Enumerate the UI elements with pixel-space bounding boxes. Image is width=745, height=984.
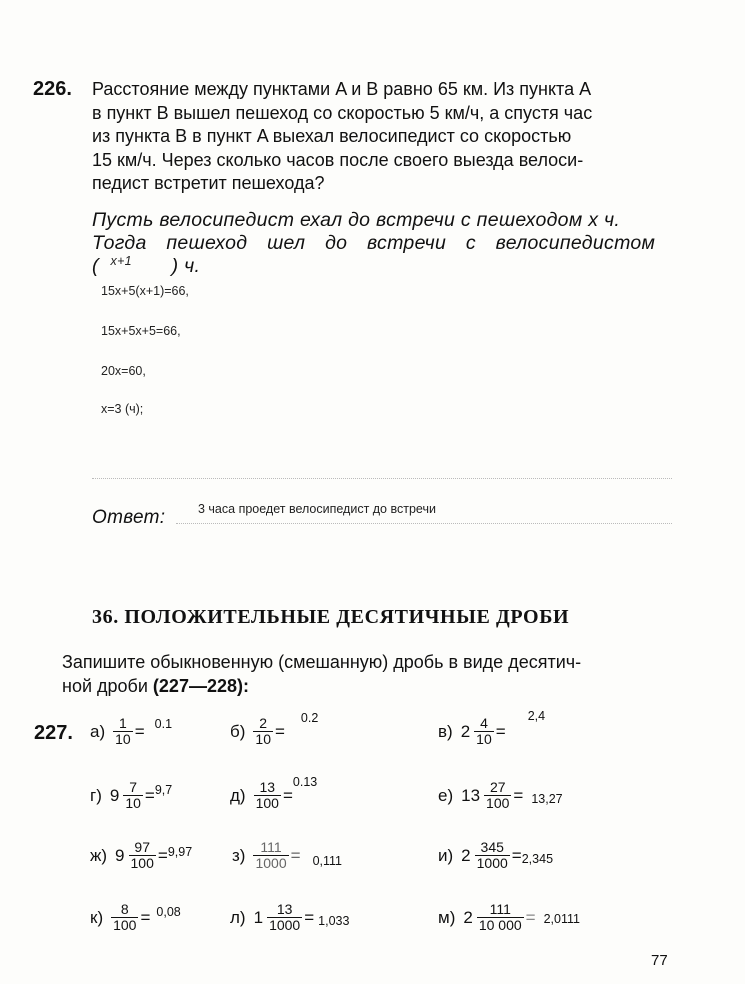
handwritten-answer: 9,97 [167, 844, 193, 859]
fraction [477, 902, 524, 933]
item-label: л) [230, 907, 246, 927]
task-227-number: 227. [34, 722, 73, 744]
item-e [438, 780, 563, 811]
item-label: е) [438, 785, 454, 805]
equals-sign: = [495, 721, 506, 741]
equals-sign: = [140, 907, 151, 927]
handwritten-answer: 2,0111 [543, 911, 580, 926]
item-label: з) [232, 845, 246, 865]
denominator: 10 [115, 731, 131, 747]
fraction [111, 902, 138, 933]
item-zh [90, 840, 192, 871]
work-line-4: x=3 (ч); [101, 402, 144, 416]
hint-line-1: Пусть велосипедист ехал до встречи с пешеходом x ч. [92, 209, 621, 231]
whole-part: 9 [109, 785, 120, 805]
fraction [253, 716, 273, 747]
instruction-line-1: Запишите обыкновенную (смешанную) дробь в виде десятич- [62, 652, 582, 672]
denominator: 10 000 [478, 917, 522, 933]
fraction [123, 780, 143, 811]
denominator: 1000 [255, 855, 287, 871]
denominator: 100 [255, 795, 279, 811]
item-g [90, 780, 172, 811]
answer-label: Ответ: [92, 507, 166, 528]
item-d [230, 774, 318, 811]
numerator: 345 [480, 839, 504, 855]
item-label: м) [438, 907, 456, 927]
item-label: в) [438, 721, 453, 741]
denominator: 100 [130, 855, 154, 871]
numerator: 7 [129, 779, 138, 795]
handwritten-answer: 1,033 [318, 913, 350, 928]
answer-dotted-line [176, 523, 672, 525]
handwritten-answer: 0,08 [156, 904, 181, 919]
task-226-line-2: в пункт B вышел пешеход со скоростью 5 км/ч, а спустя час [92, 102, 593, 123]
handwritten-answer: 2,345 [521, 851, 554, 866]
handwritten-answer: 0.1 [154, 716, 173, 731]
denominator: 10 [255, 731, 271, 747]
page-number: 77 [651, 952, 668, 969]
equals-sign: = [134, 721, 145, 741]
fraction [474, 716, 494, 747]
whole-part: 2 [460, 721, 471, 741]
numerator: 2 [259, 715, 268, 731]
task-226-line-5: педист встретит пешехода? [92, 173, 325, 193]
numerator: 13 [276, 901, 293, 917]
numerator: 111 [489, 901, 511, 917]
whole-part: 2 [463, 907, 473, 927]
denominator: 1000 [269, 917, 301, 933]
item-k [90, 902, 181, 933]
numerator: 13 [259, 779, 276, 795]
task-226-line-1: Расстояние между пунктами A и B равно 65 км. Из пункта A [92, 79, 592, 99]
equals-sign: = [274, 721, 285, 741]
item-m [438, 902, 580, 933]
numerator: 1 [119, 715, 127, 731]
hint-blank-answer: x+1 [110, 254, 132, 268]
fraction [484, 780, 511, 811]
whole-part: 9 [115, 845, 125, 865]
equals-sign: = [513, 785, 524, 805]
fraction [267, 902, 302, 933]
equals-sign: = [282, 785, 293, 805]
denominator: 100 [113, 917, 137, 933]
item-l [230, 902, 349, 933]
item-label: ж) [90, 845, 108, 865]
answer-text: 3 часа проедет велосипедист до встречи [198, 502, 436, 516]
numerator: 111 [260, 839, 282, 855]
denominator: 10 [476, 731, 492, 747]
numerator: 27 [489, 779, 506, 795]
dotted-guide-line [92, 478, 672, 480]
item-label: а) [90, 721, 106, 741]
equals-sign: = [290, 845, 301, 865]
equals-sign: = [144, 785, 155, 805]
handwritten-answer: 0,111 [312, 853, 342, 868]
task-226-hint [92, 209, 674, 280]
numerator: 8 [120, 901, 129, 917]
item-label: г) [90, 785, 102, 805]
fraction [254, 780, 281, 811]
item-b [230, 710, 319, 747]
item-z [232, 840, 342, 871]
item-i [438, 840, 553, 871]
item-label: б) [230, 721, 246, 741]
fraction [113, 716, 133, 747]
handwritten-answer: 0.13 [292, 774, 318, 789]
instruction-range: (227—228): [152, 675, 249, 696]
handwritten-answer: 13,27 [531, 791, 563, 806]
denominator: 10 [125, 795, 141, 811]
item-label: д) [230, 785, 246, 805]
section-title: 36. ПОЛОЖИТЕЛЬНЫЕ ДЕСЯТИЧНЫЕ ДРОБИ [92, 606, 570, 628]
item-v [438, 708, 546, 747]
whole-part: 2 [461, 845, 471, 865]
equals-sign: = [304, 907, 315, 927]
section-instruction [62, 651, 672, 698]
hint-open-paren: ( [92, 255, 99, 277]
hint-line-3 [92, 255, 674, 280]
instruction-line-2 [62, 675, 672, 699]
task-226-text [92, 78, 674, 196]
equals-sign: = [511, 845, 522, 865]
work-line-1: 15x+5(x+1)=66, [101, 284, 189, 298]
work-line-3: 20x=60, [101, 364, 146, 378]
denominator: 1000 [476, 855, 508, 871]
fraction [129, 840, 156, 871]
numerator: 97 [134, 839, 150, 855]
fraction [253, 840, 288, 871]
task-226-line-3: из пункта B в пункт A выехал велосипедист со скоростью [92, 126, 572, 146]
whole-part: 1 [253, 907, 264, 927]
handwritten-answer: 9,7 [154, 782, 173, 797]
item-a [90, 716, 172, 747]
task-226-number: 226. [33, 78, 72, 100]
item-label: и) [438, 845, 454, 865]
equals-sign: = [157, 845, 168, 865]
work-line-2: 15x+5x+5=66, [101, 324, 181, 338]
hint-line-2: Тогда пешеход шел до встречи с велосипедистом [92, 232, 656, 254]
equals-sign: = [525, 907, 536, 927]
handwritten-answer: 2,4 [527, 708, 546, 723]
fraction [475, 840, 510, 871]
instruction-line-2-text: ной дроби [62, 675, 148, 696]
whole-part: 13 [461, 785, 481, 805]
task-226-line-4: 15 км/ч. Через сколько часов после своего выезда велоси- [92, 149, 584, 170]
denominator: 100 [486, 795, 510, 811]
hint-close-paren: ) ч. [171, 255, 201, 277]
handwritten-answer: 0.2 [300, 710, 319, 725]
numerator: 4 [480, 715, 488, 731]
item-label: к) [90, 907, 104, 927]
